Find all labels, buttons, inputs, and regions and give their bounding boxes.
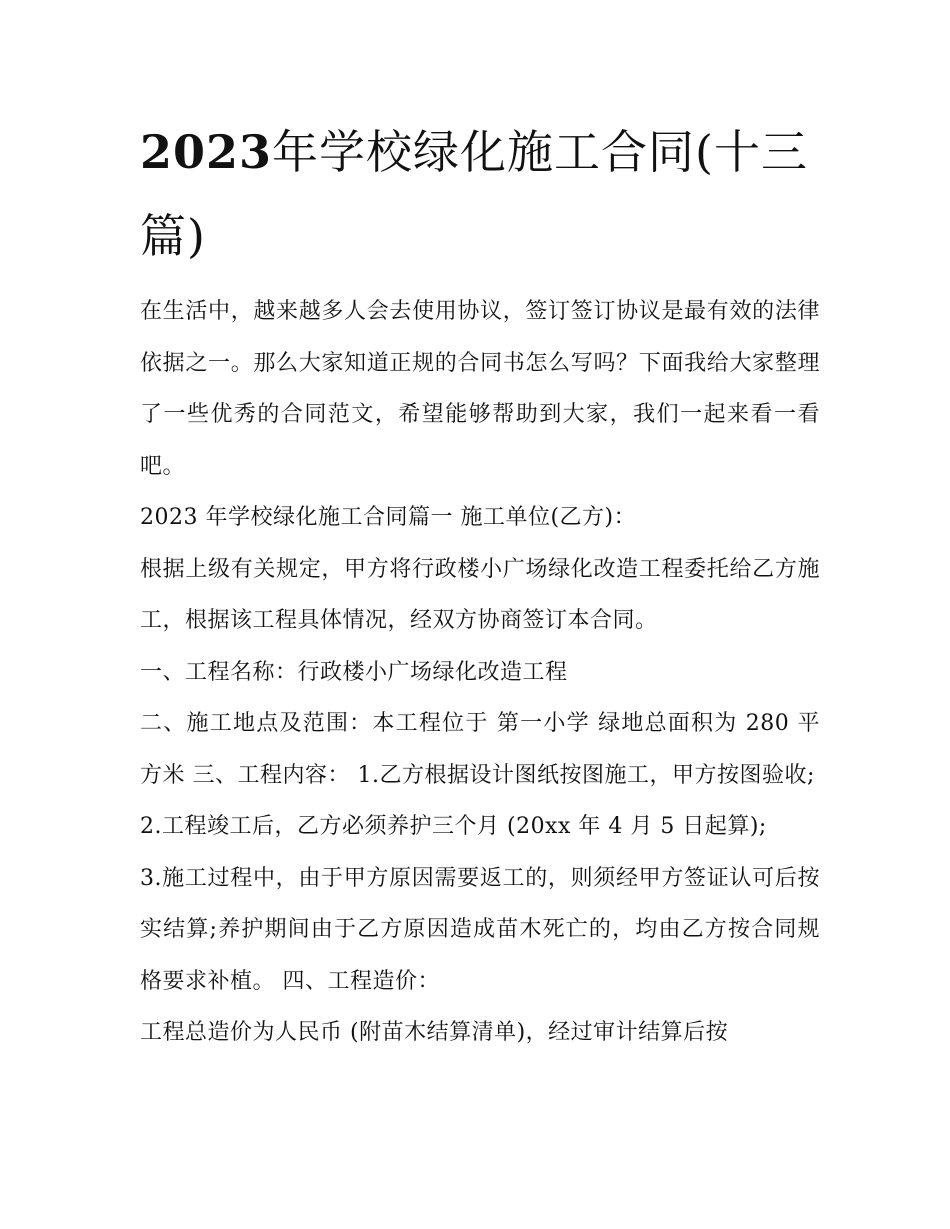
paragraph-basis: 根据上级有关规定，甲方将行政楼小广场绿化改造工程委托给乙方施工，根据该工程具体情况，经双方协商签订本合同。 (140, 556, 820, 633)
document-page (140, 110, 820, 1059)
paragraph-intro: 在生活中，越来越多人会去使用协议，签订签订协议是最有效的法律依据之一。那么大家知道正规的合同书怎么写吗？下面我给大家整理了一些优秀的合同范文，希望能够帮助到大家，我们一起来看一看吧。 (140, 299, 820, 479)
paragraph-section-heading: 2023 年学校绿化施工合同篇一 施工单位(乙方)： (140, 505, 637, 530)
title-year: 2023 (140, 125, 273, 179)
paragraph-cost: 工程总造价为人民币 (附苗木结算清单)，经过审计结算后按 (140, 1020, 729, 1045)
paragraph-maintenance: 2.工程竣工后，乙方必须养护三个月 (20xx 年 4 月 5 日起算); (140, 814, 767, 839)
document-title (140, 110, 820, 278)
paragraph-rework: 3.施工过程中，由于甲方原因需要返工的，则须经甲方签证认可后按实结算;养护期间由于乙方原因造成苗木死亡的，均由乙方按合同规格要求补植。 四、工程造价： (140, 865, 820, 994)
title-text: 年学校绿化施工合同(十三篇) (140, 125, 808, 263)
paragraph-location-scope: 二、施工地点及范围：本工程位于 第一小学 绿地总面积为 280 平方米 三、工程内容： 1.乙方根据设计图纸按图施工，甲方按图验收; (140, 711, 820, 788)
paragraph-project-name: 一、工程名称：行政楼小广场绿化改造工程 (140, 659, 568, 685)
